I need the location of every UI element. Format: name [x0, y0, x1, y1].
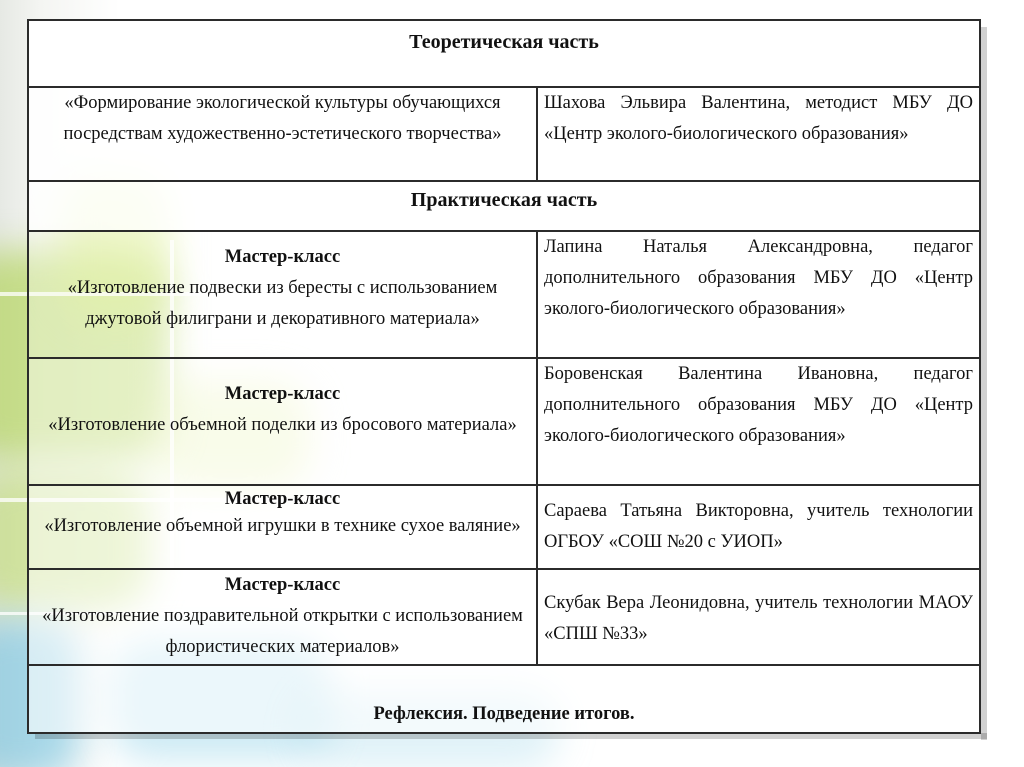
practice-heading: Практическая часть	[28, 181, 980, 231]
table-row	[28, 485, 980, 569]
table-row	[28, 665, 980, 733]
masterclass-1	[28, 231, 537, 358]
masterclass-topic: «Изготовление подвески из бересты с использованием джутовой филиграни и декоративного материала»	[67, 278, 498, 329]
table-row	[28, 231, 980, 358]
theory-speaker: Шахова Эльвира Валентина, методист МБУ ДО «Центр эколого-биологического образования»	[537, 87, 980, 181]
masterclass-3-speaker: Сараева Татьяна Викторовна, учитель технологии ОГБОУ «СОШ №20 с УИОП»	[537, 485, 980, 569]
theory-topic: «Формирование экологической культуры обучающихся посредствам художественно-эстетического творчества»	[28, 87, 537, 181]
masterclass-2	[28, 358, 537, 485]
closing-row: Рефлексия. Подведение итогов.	[28, 665, 980, 733]
masterclass-label: Мастер-класс	[224, 489, 341, 509]
masterclass-4	[28, 569, 537, 665]
masterclass-topic: «Изготовление объемной игрушки в технике сухое валяние»	[44, 516, 521, 536]
masterclass-3	[28, 485, 537, 569]
masterclass-1-speaker: Лапина Наталья Александровна, педагог дополнительного образования МБУ ДО «Центр эколого-биологического образования»	[537, 231, 980, 358]
table-shadow	[981, 27, 987, 740]
masterclass-topic: «Изготовление объемной поделки из бросового материала»	[48, 415, 517, 435]
masterclass-topic: «Изготовление поздравительной открытки с использованием флористических материалов»	[42, 606, 523, 657]
theory-heading: Теоретическая часть	[28, 20, 980, 87]
table-row	[28, 358, 980, 485]
table-row	[28, 181, 980, 231]
table-row	[28, 87, 980, 181]
masterclass-label: Мастер-класс	[224, 384, 341, 404]
program-table	[27, 19, 981, 734]
masterclass-label: Мастер-класс	[224, 247, 341, 267]
table-row	[28, 20, 980, 87]
masterclass-label: Мастер-класс	[224, 575, 341, 595]
masterclass-2-speaker: Боровенская Валентина Ивановна, педагог дополнительного образования МБУ ДО «Центр эколого-биологического образования»	[537, 358, 980, 485]
table-row	[28, 569, 980, 665]
masterclass-4-speaker: Скубак Вера Леонидовна, учитель технологии МАОУ «СПШ №33»	[537, 569, 980, 665]
